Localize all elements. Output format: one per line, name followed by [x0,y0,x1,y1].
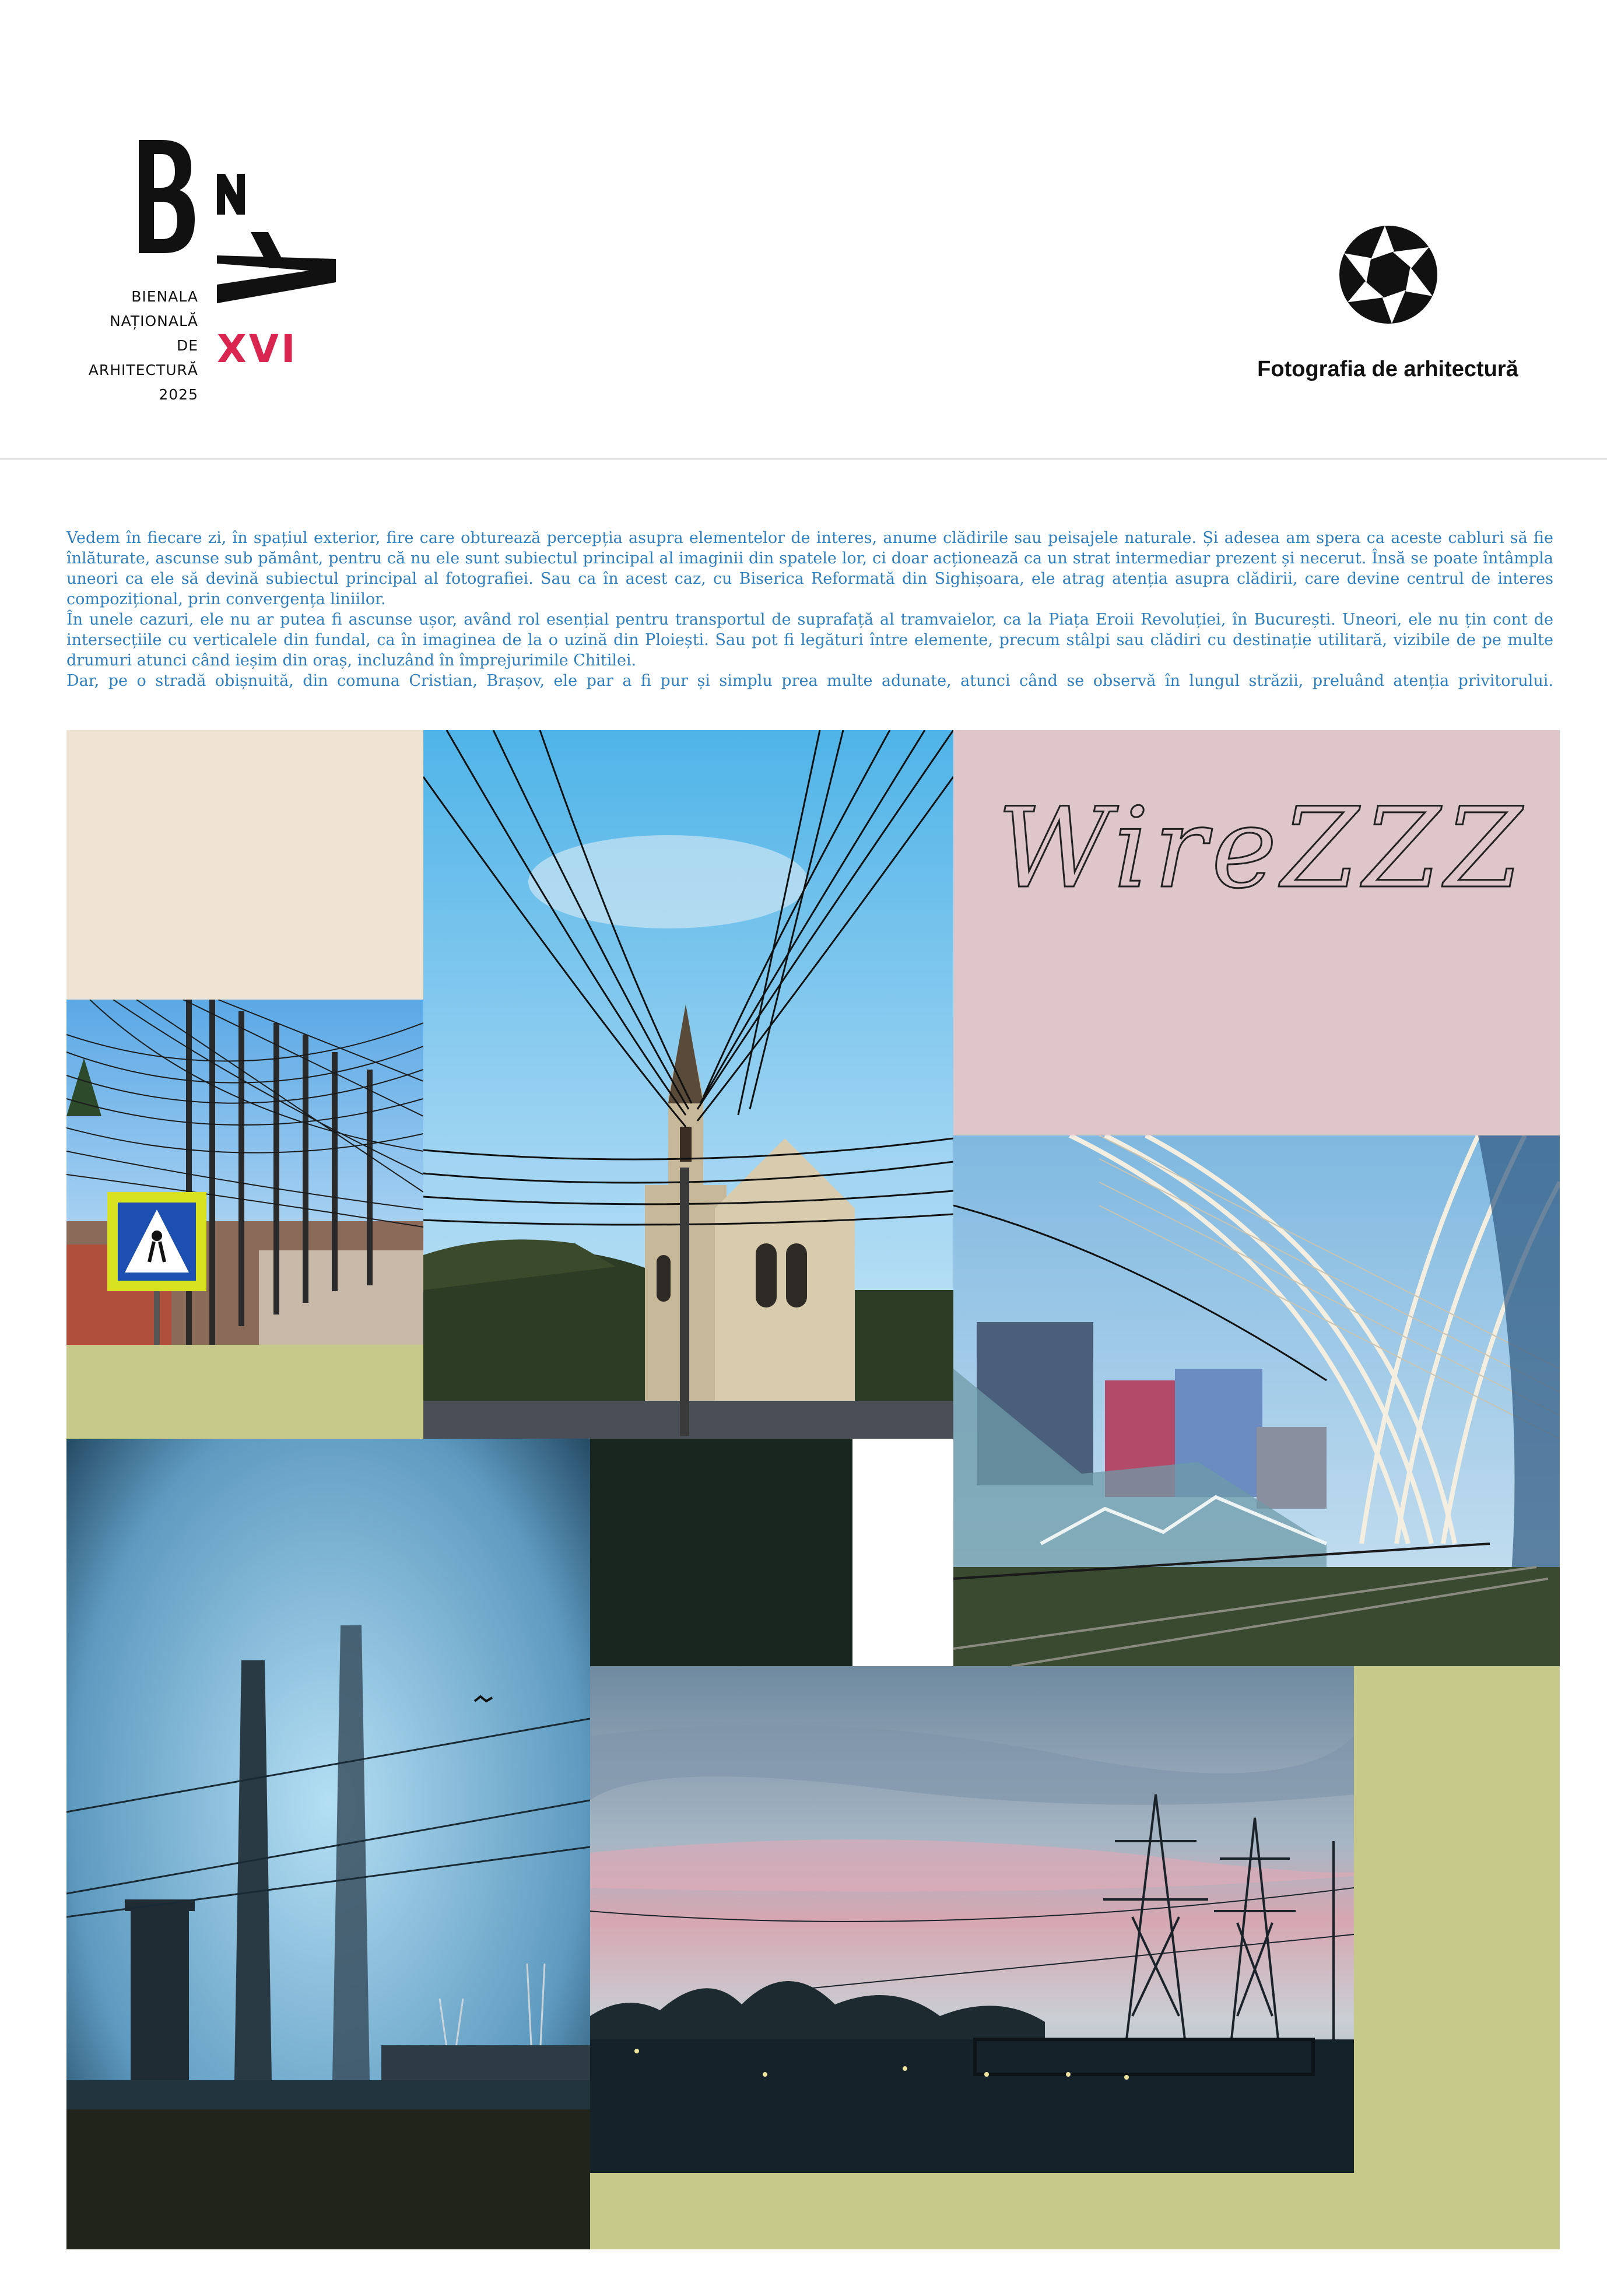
category-label: Fotografia de arhitectură [1257,357,1518,381]
power-lines-sunset-photo [590,1666,1354,2173]
church-wires-photo [423,730,953,1439]
project-title-text: WireZZZ [997,784,1527,913]
logo-line: NAȚIONALĂ [109,313,198,329]
header-divider [0,458,1607,460]
description-paragraph: Dar, pe o stradă obișnuită, din comuna Cristian, Brașov, ele par a fi pur și simplu prea multe adunate, atunci când se observă în lungul străzii, preluând atenția privitorului. [66,672,1553,690]
description-text [66,528,1553,691]
logo-line: 2025 [159,386,198,403]
tram-station-photo [953,1135,1560,1666]
camera-aperture-icon [1338,225,1438,325]
description-paragraph: În unele cazuri, ele nu ar putea fi ascunse ușor, având rol esențial pentru transportul de suprafață al tramvaielor, ca la Piața Eroii Revoluției, în București. Uneori, ele nu țin cont de intersecțiile cu verticalele din fundal, ca în imaginea de la o uzină din Ploiești. Sau pot fi legături între elemente, precum stâlpi sau clădiri cu destinație utilitară, vizibile de pe multe drumuri atunci când ieșim din oraș, incluzând în împrejurimile Chitilei. [66,611,1553,669]
logo-line: DE [176,337,198,354]
street-wires-photo [66,1000,423,1345]
description-paragraph: Vedem în fiecare zi, în spațiul exterior, fire care obturează percepția asupra elementelor de interes, anume clădirile sau peisajele naturale. Și adesea am spera ca aceste cabluri să fie înlăturate, ascunse sub pământ, pentru că nu ele sunt subiectul principal al imaginii din spatele lor, ci doar acționează ca un strat intermediar prezent și necerut. Însă se poate întâmpla uneori ca ele să devină subiectul principal al fotografiei. Sau ca în acest caz, cu Biserica Reformată din Sighișoara, ele atrag atenția asupra clădirii, care devine centrul de interes compozițional, prin convergența liniilor. [66,529,1553,608]
olive-block-right [1354,1666,1560,2249]
factory-chimneys-photo [66,1439,590,2249]
olive-block-bottom [590,2173,1560,2249]
dark-green-block [590,1439,852,1666]
edition-number: XVI [217,327,298,371]
logo-line: ARHITECTURĂ [88,362,198,378]
olive-block-left [66,1344,423,1439]
bienala-caption [87,285,198,407]
project-title [991,781,1539,921]
logo-line: BIENALA [131,288,198,305]
beige-block [66,730,423,1000]
